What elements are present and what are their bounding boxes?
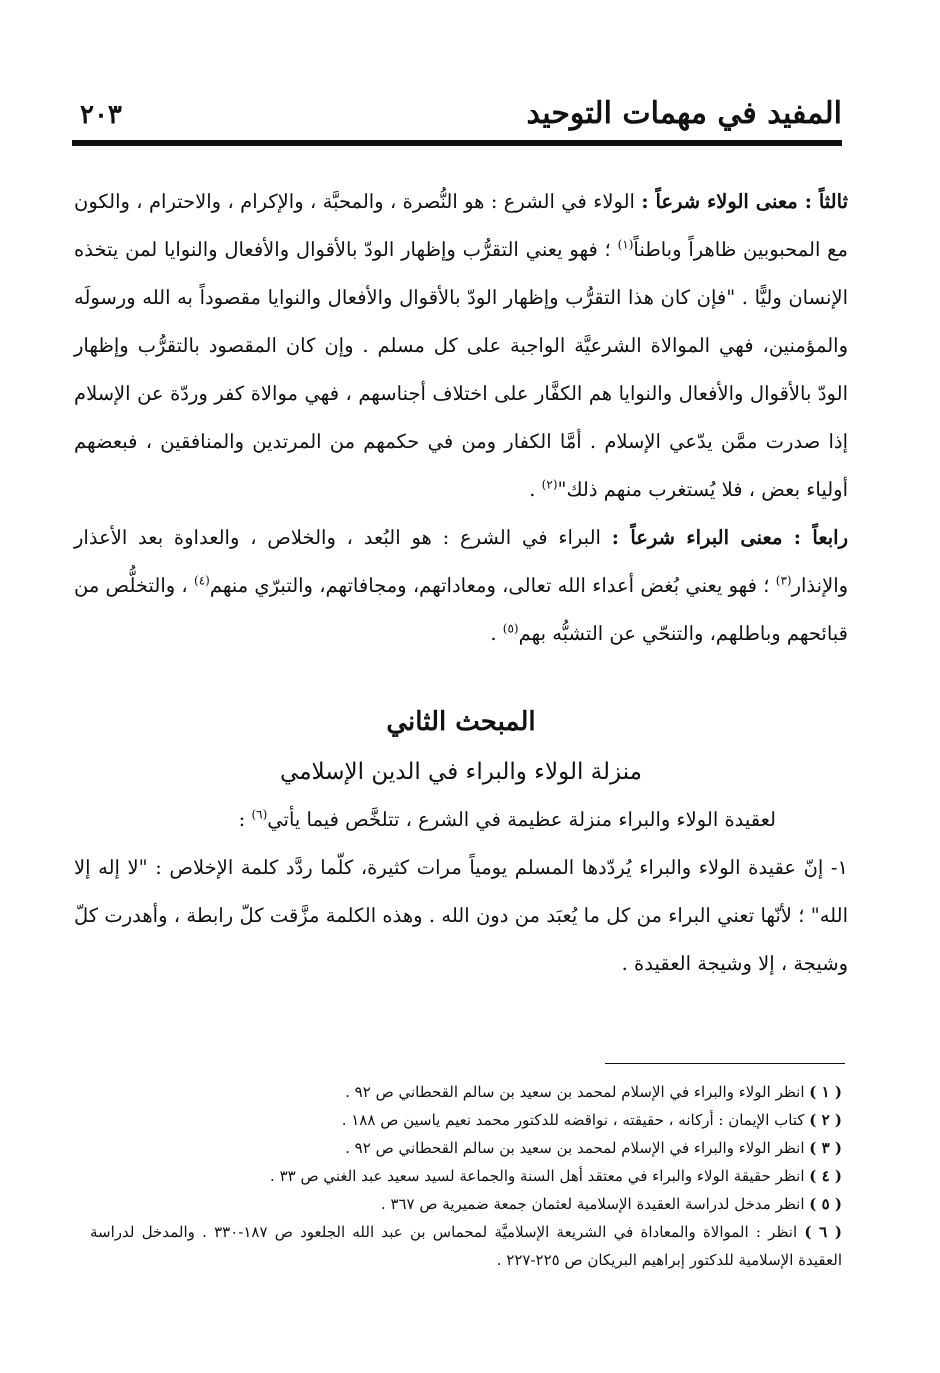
paragraph-text: ، والتخلُّص من قبائحهم وباطلهم، والتنحّي عن التشبُّه بهم bbox=[74, 574, 848, 645]
footnote bbox=[90, 1162, 842, 1190]
header-rule bbox=[72, 140, 842, 146]
paragraph-text: لعقيدة الولاء والبراء منزلة عظيمة في الشرع ، تتلخَّص فيما يأتي bbox=[267, 808, 776, 831]
footnote-separator bbox=[605, 1063, 845, 1064]
paragraph-end: : bbox=[238, 808, 252, 831]
paragraph-text: ؛ فهو يعني التقرُّب وإظهار الودّ بالأقوال والأفعال والنوايا لمن يتخذه الإنسان وليًّا . "فإن كان هذا التقرُّب وإظهار الودّ بالأقوال والأفعال والنوايا مقصوداً به الله ورسولَه والمؤمنين، فهي الموالاة الشرعيَّة الواجبة على كل مسلم . وإن كان المقصود بالتقرُّب وإظهار الودّ بالأقوال والأفعال والنوايا هم الكفَّار على اختلاف أجناسهم ، فهي موالاة كفر وردّة عن الإسلام إذا صدرت ممَّن يدّعي الإسلام . أمَّا الكفار ومن في حكمهم من المرتدين والمنافقين ، فبعضهم أولياء بعض ، فلا يُستغرب منهم ذلك" bbox=[74, 238, 848, 501]
footnote bbox=[90, 1106, 842, 1134]
footnote-ref: (٤) bbox=[194, 573, 210, 588]
footnote-text: انظر مدخل لدراسة العقيدة الإسلامية لعثمان جمعة ضميرية ص ٣٦٧ . bbox=[380, 1195, 805, 1213]
paragraph-label: ثالثاً : معنى الولاء شرعاً : bbox=[641, 190, 848, 213]
footnote-text: انظر الولاء والبراء في الإسلام لمحمد بن سعيد بن سالم القحطاني ص ٩٢ . bbox=[345, 1083, 805, 1101]
footnote-ref: (٥) bbox=[502, 621, 519, 636]
paragraph-label: رابعاً : معنى البراء شرعاً : bbox=[611, 526, 848, 549]
footnote-text: كتاب الإيمان : أركانه ، حقيقته ، نواقضه للدكتور محمد نعيم ياسين ص ١٨٨ . bbox=[341, 1111, 805, 1129]
header-title: المفيد في مهمات التوحيد bbox=[526, 96, 842, 131]
footnote-text: انظر حقيقة الولاء والبراء في معتقد أهل السنة والجماعة لسيد سعيد عبد الغني ص ٣٣ . bbox=[270, 1167, 805, 1185]
paragraph-text: البراء في الشرع : هو البُعد ، والخلاص ، والعداوة بعد الأعذار والإنذار bbox=[74, 526, 849, 597]
footnote bbox=[90, 1078, 842, 1106]
footnote-number: ( ٦ ) bbox=[804, 1223, 842, 1241]
footnote bbox=[90, 1190, 842, 1218]
section-title: المبحث الثاني bbox=[386, 707, 536, 737]
paragraph-wala-definition bbox=[74, 178, 848, 514]
footnote-number: ( ٤ ) bbox=[809, 1167, 842, 1185]
intro-paragraph bbox=[74, 796, 848, 844]
section-subtitle: منزلة الولاء والبراء في الدين الإسلامي bbox=[280, 759, 642, 785]
paragraph-bara-definition bbox=[74, 514, 848, 658]
list-item: ١- إنّ عقيدة الولاء والبراء يُردّدها المسلم يومياً مرات كثيرة، كلّما ردَّد كلمة الإخلاص : "لا إله إلا الله" ؛ لأنّها تعني البراء من كل ما يُعبَد من دون الله . وهذه الكلمة مزَّقت كلّ رابطة ، وأهدرت كلّ وشيجة ، إلا وشيجة العقيدة . bbox=[74, 856, 848, 975]
footnote-number: ( ٣ ) bbox=[809, 1139, 842, 1157]
paragraph-end: . bbox=[490, 622, 503, 645]
footnotes bbox=[90, 1078, 842, 1274]
body-text bbox=[74, 178, 848, 988]
running-header bbox=[72, 96, 842, 136]
footnote-text: انظر الولاء والبراء في الإسلام لمحمد بن سعيد بن سالم القحطاني ص ٩٢ . bbox=[345, 1139, 805, 1157]
footnote bbox=[90, 1134, 842, 1162]
footnote-ref: (١) bbox=[617, 237, 634, 252]
footnote-text: انظر : الموالاة والمعاداة في الشريعة الإسلاميَّة لمحماس بن عبد الله الجلعود ص ١٨٧-٣٣٠ . والمدخل لدراسة العقيدة الإسلامية للدكتور إبراهيم البريكان ص ٢٢٥-٢٢٧ . bbox=[90, 1223, 842, 1269]
paragraph-text: ؛ فهو يعني بُغض أعداء الله تعالى، ومعاداتهم، ومجافاتهم، والتبرّي منهم bbox=[209, 574, 770, 597]
paragraph-end: . bbox=[529, 478, 542, 501]
footnote-number: ( ١ ) bbox=[809, 1083, 842, 1101]
footnote-ref: (٦) bbox=[251, 807, 268, 822]
page-number: ٢٠٣ bbox=[80, 100, 122, 130]
footnote-number: ( ٥ ) bbox=[809, 1195, 842, 1213]
footnote-ref: (٣) bbox=[775, 573, 792, 588]
footnote-number: ( ٢ ) bbox=[809, 1111, 842, 1129]
footnote bbox=[90, 1218, 842, 1274]
paragraph-text: الولاء في الشرع : هو النُّصرة ، والمحبَّة ، والإكرام ، والاحترام ، والكون مع المحبوبين ظاهراً وباطناً bbox=[74, 190, 848, 261]
footnote-ref: (٢) bbox=[541, 477, 558, 492]
